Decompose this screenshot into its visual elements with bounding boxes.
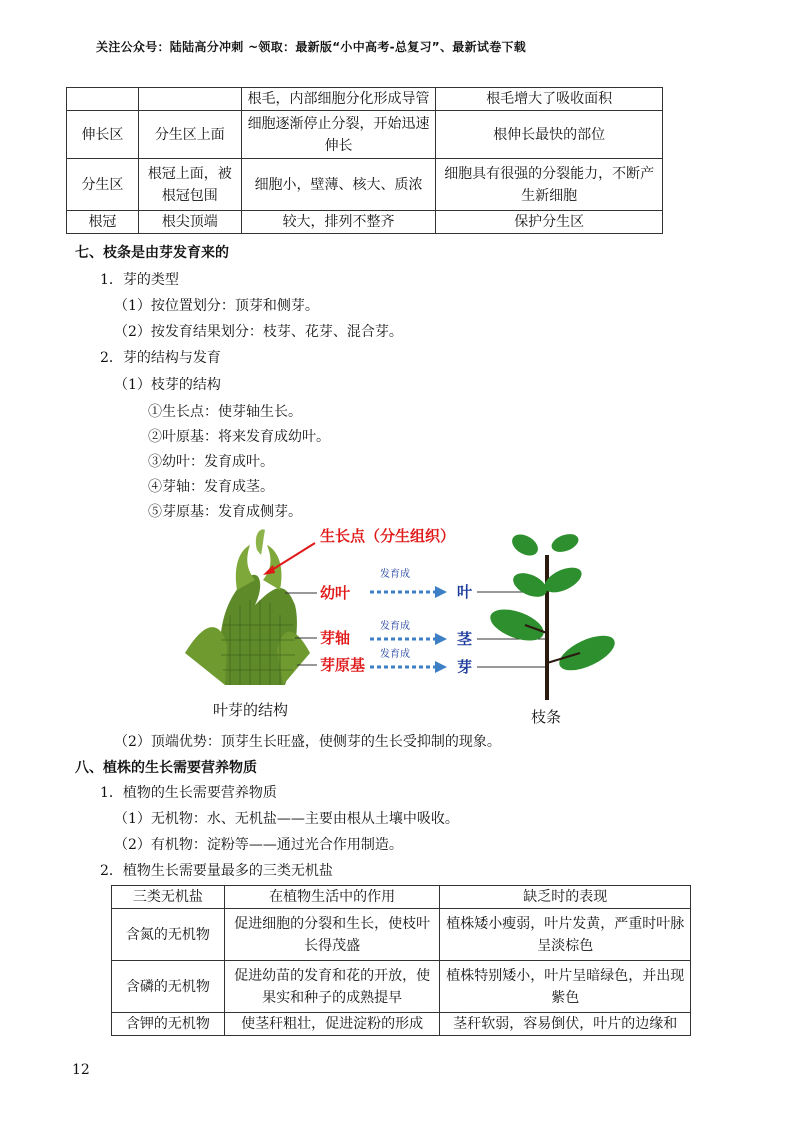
develops-arrow	[370, 619, 447, 645]
table-cell: 细胞小，壁薄、核大、质浓	[241, 159, 436, 211]
list-item: ②叶原基：将来发育成幼叶。	[148, 429, 330, 445]
section-8-sub1: 1．植物的生长需要营养物质	[100, 785, 277, 801]
bud-axis-label: 芽轴	[320, 629, 351, 647]
section-8-title: 八、植株的生长需要营养物质	[75, 760, 257, 776]
table-cell: 含氮的无机物	[112, 909, 225, 961]
list-item: ⑤芽原基：发育成侧芽。	[148, 504, 302, 520]
table-cell: 促进细胞的分裂和生长，使枝叶长得茂盛	[224, 909, 440, 961]
table-cell: 细胞具有很强的分裂能力，不断产生新细胞	[436, 159, 663, 211]
young-leaf-label: 幼叶	[320, 584, 351, 602]
list-item: ④芽轴：发育成茎。	[148, 479, 274, 495]
table-cell	[138, 88, 241, 111]
section-7-sub2-b: （2）顶端优势：顶芽生长旺盛，使侧芽的生长受抑制的现象。	[114, 734, 501, 750]
bud-primordium-label: 芽原基	[320, 656, 366, 674]
table-cell: 含磷的无机物	[112, 961, 225, 1013]
section-7-sub1-a: （1）按位置划分：顶芽和侧芽。	[114, 298, 319, 314]
bud-structure-caption: 叶芽的结构	[213, 701, 289, 719]
develops-arrow	[370, 647, 447, 673]
inorganic-salt-table	[111, 885, 691, 1036]
branch-caption: 枝条	[531, 708, 562, 725]
table-cell: 含钾的无机物	[112, 1013, 225, 1036]
table-row	[112, 961, 691, 1013]
table-cell: 根尖顶端	[138, 211, 241, 234]
table-header: 缺乏时的表现	[440, 886, 691, 909]
section-7-sub1: 1．芽的类型	[100, 272, 179, 288]
list-item: ③幼叶：发育成叶。	[148, 454, 274, 470]
table-cell	[67, 88, 139, 111]
table-row	[67, 111, 663, 159]
section-7-sub1-b: （2）按发育结果划分：枝芽、花芽、混合芽。	[114, 324, 403, 340]
table-row	[112, 1013, 691, 1036]
section-8-sub1-a: （1）无机物：水、无机盐——主要由根从土壤中吸收。	[114, 811, 459, 827]
table-cell: 分生区	[67, 159, 139, 211]
table-cell: 保护分生区	[436, 211, 663, 234]
table-cell: 较大，排列不整齐	[241, 211, 436, 234]
bud-structure-figure	[185, 525, 625, 725]
table-row	[112, 909, 691, 961]
root-zone-table	[66, 87, 663, 234]
table-cell: 伸长区	[67, 111, 139, 159]
develops-into-label: 发育成	[380, 649, 410, 660]
develops-into-label: 发育成	[380, 621, 410, 632]
table-cell: 根毛增大了吸收面积	[436, 88, 663, 111]
table-cell: 植株矮小瘦弱，叶片发黄，严重时叶脉呈淡棕色	[440, 909, 691, 961]
bud-result-label: 芽	[457, 658, 473, 676]
develops-arrow	[370, 567, 447, 598]
stem-result-label: 茎	[457, 630, 473, 648]
table-cell: 茎秆软弱，容易倒伏，叶片的边缘和	[440, 1013, 691, 1036]
leaf-result-label: 叶	[457, 583, 473, 601]
develops-into-label: 发育成	[380, 569, 410, 580]
section-8-sub1-b: （2）有机物：淀粉等——通过光合作用制造。	[114, 837, 403, 853]
table-cell: 根冠上面，被根冠包围	[138, 159, 241, 211]
table-row	[67, 159, 663, 211]
page-number: 12	[72, 1062, 90, 1078]
table-cell: 促进幼苗的发育和花的开放，使果实和种子的成熟提早	[224, 961, 440, 1013]
table-header: 在植物生活中的作用	[224, 886, 440, 909]
table-header: 三类无机盐	[112, 886, 225, 909]
table-cell: 植株特别矮小，叶片呈暗绿色，并出现紫色	[440, 961, 691, 1013]
list-item: ①生长点：使芽轴生长。	[148, 404, 302, 420]
table-cell: 根毛，内部细胞分化形成导管	[241, 88, 436, 111]
section-7-sub2: 2．芽的结构与发育	[100, 350, 221, 366]
branch-illustration	[486, 530, 619, 700]
table-cell: 细胞逐渐停止分裂，开始迅速伸长	[241, 111, 436, 159]
bud-illustration	[185, 529, 310, 685]
table-row	[67, 88, 663, 111]
section-7-sub2-a: （1）枝芽的结构	[114, 377, 221, 393]
table-cell: 使茎秆粗壮，促进淀粉的形成	[224, 1013, 440, 1036]
section-7-title: 七、枝条是由芽发育来的	[75, 245, 229, 261]
growth-point-label: 生长点（分生组织）	[320, 527, 456, 545]
page-header: 关注公众号：陆陆高分冲刺 ~领取：最新版“小中高考-总复习”、最新试卷下载	[96, 40, 527, 54]
table-header-row	[112, 886, 691, 909]
table-row	[67, 211, 663, 234]
table-cell: 根伸长最快的部位	[436, 111, 663, 159]
table-cell: 根冠	[67, 211, 139, 234]
section-8-sub2: 2．植物生长需要量最多的三类无机盐	[100, 863, 333, 879]
table-cell: 分生区上面	[138, 111, 241, 159]
